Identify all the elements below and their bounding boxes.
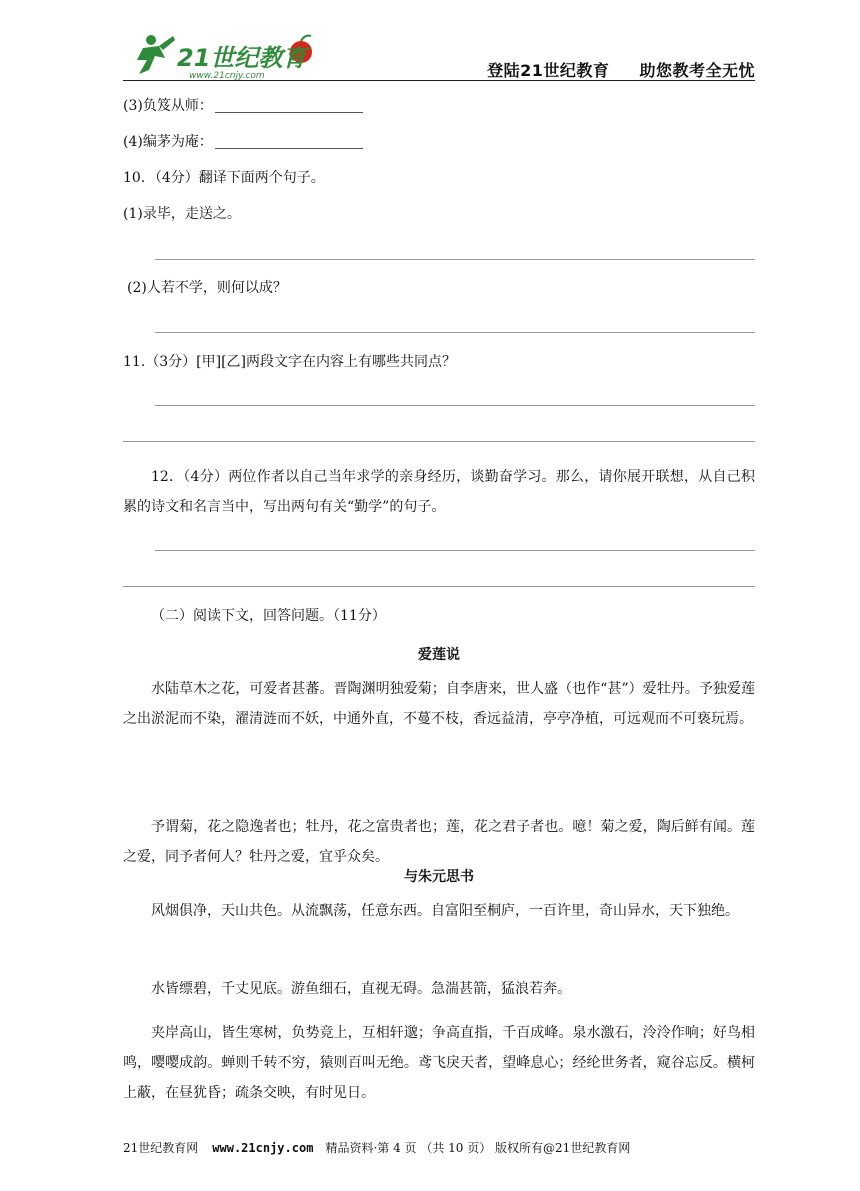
logo-text: 21世纪教育: [177, 44, 307, 72]
footer-site: 21世纪教育网: [123, 1141, 199, 1155]
footer-info: 精品资料·第 4 页 （共 10 页） 版权所有@21世纪教育网: [325, 1141, 631, 1155]
question-9-3: [123, 96, 363, 116]
question-9-4-label: (4)编茅为庵：: [123, 134, 213, 150]
slogan-right: 助您教考全无忧: [639, 61, 755, 80]
question-10-1: (1)录毕，走送之。: [123, 206, 241, 222]
answer-line[interactable]: [123, 586, 755, 587]
page-header: [123, 28, 755, 84]
question-11: 11.（3分）[甲][乙]两段文字在内容上有哪些共同点？: [123, 354, 457, 370]
text-1-paragraph-1: 水陆草木之花，可爱者甚蕃。晋陶渊明独爱菊；自李唐来，世人盛（也作“甚”）爱牡丹。予独爱莲之出淤泥而不染，濯清涟而不妖，中通外直，不蔓不枝，香远益清，亭亭净植，可远观而不可亵玩焉。: [123, 681, 755, 727]
footer-url[interactable]: www.21cnjy.com: [212, 1141, 314, 1155]
logo-url: www.21cnjy.com: [189, 71, 265, 81]
text-2-paragraph-3: 夹岸高山，皆生寒树，负势竞上，互相轩邈；争高直指，千百成峰。泉水激石，泠泠作响；好鸟相鸣，嘤嘤成韵。蝉则千转不穷，猿则百叫无绝。鸢飞戾天者，望峰息心；经纶世务者，窥谷忘反。横柯上蔽，在昼犹昏；疏条交映，有时见日。: [123, 1025, 755, 1101]
question-12: 12．（4分）两位作者以自己当年求学的亲身经历，谈勤奋学习。那么，请你展开联想，从自己积累的诗文和名言当中，写出两句有关“勤学”的句子。: [123, 469, 755, 515]
header-rule: [123, 80, 755, 81]
text-2-paragraph-1: 风烟俱净，天山共色。从流飘荡，任意东西。自富阳至桐庐，一百许里，奇山异水，天下独绝。: [151, 903, 739, 919]
header-slogan: [463, 58, 755, 81]
answer-blank[interactable]: [215, 135, 363, 149]
logo: [129, 30, 319, 82]
slogan-left: 登陆21世纪教育: [487, 61, 610, 80]
answer-line[interactable]: [155, 259, 755, 260]
text-1-paragraph-2: 予谓菊，花之隐逸者也；牡丹，花之富贵者也；莲，花之君子者也。噫！菊之爱，陶后鲜有闻。莲之爱，同予者何人？牡丹之爱，宜乎众矣。: [123, 819, 755, 865]
question-10: 10．（4分）翻译下面两个句子。: [123, 170, 325, 186]
question-10-2: (2)人若不学，则何以成？: [127, 280, 287, 296]
answer-line[interactable]: [123, 441, 755, 442]
text-1-title: 爱莲说: [418, 647, 460, 663]
text-2-paragraph-2: 水皆缥碧，千丈见底。游鱼细石，直视无碍。急湍甚箭，猛浪若奔。: [151, 981, 571, 997]
answer-line[interactable]: [155, 405, 755, 406]
text-2-title: 与朱元思书: [404, 869, 474, 885]
answer-blank[interactable]: [215, 99, 363, 113]
question-9-3-label: (3)负笈从师：: [123, 98, 213, 114]
section-2-heading: （二）阅读下文，回答问题。（11分）: [151, 608, 386, 624]
page-footer: [123, 1139, 755, 1156]
answer-line[interactable]: [155, 332, 755, 333]
question-9-4: [123, 132, 363, 152]
answer-line[interactable]: [155, 550, 755, 551]
